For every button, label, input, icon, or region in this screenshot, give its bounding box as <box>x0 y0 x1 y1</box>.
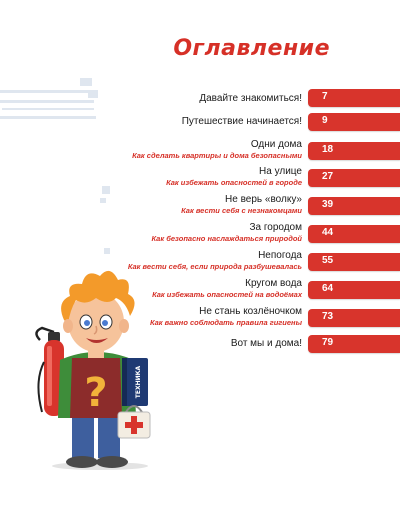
page-number: 18 <box>322 144 334 155</box>
page-number: 79 <box>322 337 334 348</box>
page-number: 39 <box>322 199 334 210</box>
toc-subtitle: Как избежать опасностей на водоёмах <box>152 290 302 299</box>
toc-row[interactable] <box>90 113 400 137</box>
page-number-box <box>308 197 400 215</box>
toc-title: Давайте знакомиться! <box>199 93 302 104</box>
page-number: 64 <box>322 283 334 294</box>
toc-title: Непогода <box>258 250 302 261</box>
boy-illustration <box>30 262 160 472</box>
page-number-box <box>308 142 400 160</box>
page-number: 73 <box>322 311 334 322</box>
page-number: 9 <box>322 115 328 126</box>
toc-title: На улице <box>259 166 302 177</box>
left-ear <box>63 319 73 333</box>
head <box>68 292 124 352</box>
toc-title: Вот мы и дома! <box>230 338 302 349</box>
page-number-box <box>308 169 400 187</box>
toc-row[interactable] <box>90 89 400 113</box>
page-number-box <box>308 281 400 299</box>
toc-subtitle: Как важно соблюдать правила гигиены <box>150 318 302 327</box>
page-number-box <box>308 89 400 107</box>
toc-row[interactable] <box>90 222 400 246</box>
toc-subtitle: Как вести себя с незнакомцами <box>181 206 302 215</box>
toc-row[interactable] <box>90 166 400 190</box>
shirt-question-mark: ? <box>84 370 108 416</box>
toc-title: За городом <box>249 222 302 233</box>
left-pupil <box>84 320 90 326</box>
page-title: Оглавление <box>173 36 330 61</box>
toc-row[interactable] <box>90 194 400 218</box>
page-number-box <box>308 253 400 271</box>
page-number: 44 <box>322 227 334 238</box>
book-label: ТЕХНИКА <box>135 365 142 399</box>
page-number-box <box>308 309 400 327</box>
left-leg <box>72 412 94 458</box>
toc-title: Одни дома <box>250 139 302 150</box>
toc-subtitle: Как безопасно наслаждаться природой <box>151 234 302 243</box>
book-icon <box>122 358 148 406</box>
right-pupil <box>102 320 108 326</box>
toc-title: Не верь «волку» <box>225 194 302 205</box>
toc-subtitle: Как вести себя, если природа разбушевалась <box>127 262 302 271</box>
page-number: 55 <box>322 255 334 266</box>
toc-subtitle: Как избежать опасностей в городе <box>166 178 302 187</box>
page-number-box <box>308 225 400 243</box>
left-shoe <box>66 456 98 468</box>
page-number: 7 <box>322 91 328 102</box>
toc-row[interactable] <box>90 139 400 163</box>
page-number: 27 <box>322 171 334 182</box>
toc-title: Не стань козлёночком <box>199 306 302 317</box>
page-number-box <box>308 335 400 353</box>
page-number-box <box>308 113 400 131</box>
toc-title: Путешествие начинается! <box>181 116 302 127</box>
toc-subtitle: Как сделать квартиры и дома безопасными <box>132 151 302 160</box>
right-ear <box>119 319 129 333</box>
toc-title: Кругом вода <box>245 278 302 289</box>
right-shoe <box>96 456 128 468</box>
right-leg <box>98 412 120 458</box>
